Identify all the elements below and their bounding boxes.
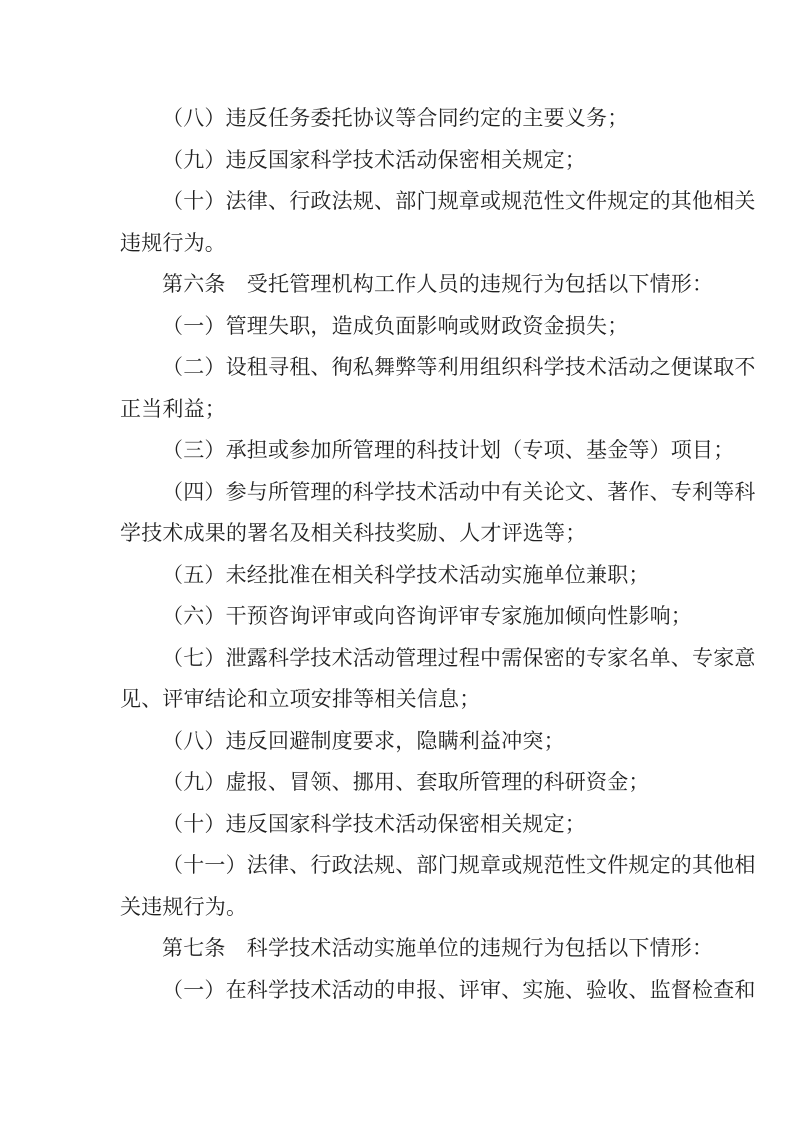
text-line: （十）违反国家科学技术活动保密相关规定； [162,811,586,836]
text-line: （十一）法律、行政法规、部门规章或规范性文件规定的其他相 [162,853,756,877]
paragraph [120,306,676,348]
text-line: （九）违反国家科学技术活动保密相关规定； [162,147,586,172]
text-line: （三）承担或参加所管理的科技计划（专项、基金等）项目； [162,438,735,462]
text-line: （一）管理失职，造成负面影响或财政资金损失； [162,313,629,338]
paragraph [120,98,676,140]
text-line: 第六条 受托管理机构工作人员的违规行为包括以下情形： [162,272,714,296]
text-line: （二）设租寻租、徇私舞弊等利用组织科学技术活动之便谋取不 [162,355,756,379]
paragraph-article-7-heading [120,928,714,970]
paragraph [120,762,676,804]
document-body [120,98,756,1011]
paragraph [120,181,756,264]
text-line: （八）违反回避制度要求，隐瞒利益冲突； [162,728,565,753]
text-line: 违规行为。 [120,230,226,255]
text-line: （八）违反任务委托协议等合同约定的主要义务； [162,106,629,130]
paragraph [120,804,676,846]
paragraph [120,347,756,430]
text-line: （五）未经批准在相关科学技术活动实施单位兼职； [162,562,650,587]
text-line: 见、评审结论和立项安排等相关信息； [120,687,481,711]
text-line: 关违规行为。 [120,894,248,919]
paragraph-article-6-heading [120,264,714,306]
text-line: （十）法律、行政法规、部门规章或规范性文件规定的其他相关 [162,189,756,213]
text-line: 学技术成果的署名及相关科技奖励、人才评选等； [120,521,587,545]
text-line: （四）参与所管理的科学技术活动中有关论文、著作、专利等科 [162,479,756,504]
paragraph [120,845,756,928]
paragraph [120,555,676,597]
paragraph [120,721,676,763]
paragraph [120,140,676,182]
text-line: 第七条 科学技术活动实施单位的违规行为包括以下情形： [162,936,714,960]
text-line: （一）在科学技术活动的申报、评审、实施、验收、监督检查和 [162,977,756,1002]
paragraph [120,638,756,721]
paragraph [120,596,692,638]
paragraph [120,472,756,555]
paragraph [120,430,735,472]
paragraph [120,970,756,1012]
text-line: （九）虚报、冒领、挪用、套取所管理的科研资金； [162,770,650,794]
text-line: （七）泄露科学技术活动管理过程中需保密的专家名单、专家意 [162,645,756,670]
text-line: 正当利益； [120,396,226,421]
text-line: （六）干预咨询评审或向咨询评审专家施加倾向性影响； [162,604,692,628]
